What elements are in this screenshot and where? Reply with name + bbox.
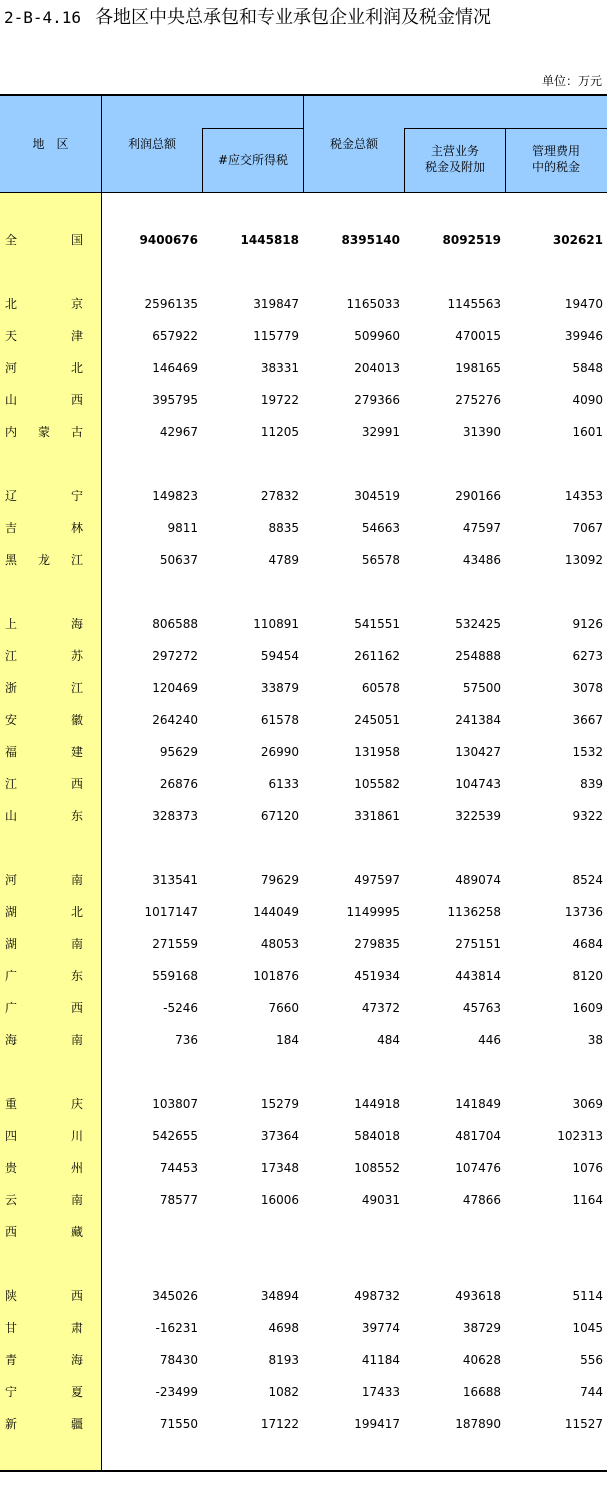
cell-income-tax: 33879 <box>260 681 299 695</box>
cell-profit-total: 74453 <box>159 1161 198 1175</box>
cell-profit-total: 149823 <box>152 489 198 503</box>
cell-tax-total: 32991 <box>361 425 400 439</box>
cell-profit-total: 26876 <box>159 777 198 791</box>
cell-income-tax: 115779 <box>253 329 299 343</box>
cell-income-tax: 15279 <box>260 1097 299 1111</box>
cell-main-business-tax: 45763 <box>462 1001 501 1015</box>
cell-main-business-tax: 130427 <box>455 745 501 759</box>
cell-income-tax: 1082 <box>268 1385 299 1399</box>
cell-profit-total: -23499 <box>155 1385 198 1399</box>
cell-mgmt-fee-tax: 11527 <box>564 1417 603 1431</box>
cell-mgmt-fee-tax: 556 <box>580 1353 603 1367</box>
cell-tax-total: 199417 <box>354 1417 400 1431</box>
table-bottom-border <box>0 1470 607 1472</box>
cell-profit-total: 71550 <box>159 1417 198 1431</box>
cell-income-tax: 17122 <box>260 1417 299 1431</box>
header-main-tax <box>405 143 505 175</box>
cell-profit-total: 120469 <box>152 681 198 695</box>
cell-tax-total: 261162 <box>354 649 400 663</box>
cell-profit-total: 313541 <box>152 873 198 887</box>
region-name: 江苏 <box>5 649 83 663</box>
region-name: 全国 <box>5 233 83 247</box>
cell-income-tax: 17348 <box>260 1161 299 1175</box>
region-name: 天津 <box>5 329 83 343</box>
region-name: 河北 <box>5 361 83 375</box>
table-title: 各地区中央总承包和专业承包企业利润及税金情况 <box>95 7 492 28</box>
cell-profit-total: 806588 <box>152 617 198 631</box>
cell-income-tax: 27832 <box>260 489 299 503</box>
header-mgmt-tax-line2: 中的税金 <box>531 160 580 174</box>
cell-profit-total: 2596135 <box>144 297 198 311</box>
cell-main-business-tax <box>405 1222 501 1242</box>
cell-profit-total: -5246 <box>163 1001 198 1015</box>
region-name: 北京 <box>5 297 83 311</box>
cell-tax-total: 509960 <box>354 329 400 343</box>
header-mgmt-tax-line1: 管理费用 <box>531 144 580 158</box>
region-name: 广东 <box>5 969 83 983</box>
region-name: 湖北 <box>5 905 83 919</box>
cell-mgmt-fee-tax: 4090 <box>572 393 603 407</box>
cell-tax-total: 17433 <box>361 1385 400 1399</box>
cell-income-tax: 4698 <box>268 1321 299 1335</box>
header-sub-divider-left <box>202 128 303 129</box>
cell-mgmt-fee-tax: 744 <box>580 1385 603 1399</box>
cell-income-tax: 184 <box>276 1033 299 1047</box>
region-name: 浙江 <box>5 681 83 695</box>
region-name: 陕西 <box>5 1289 83 1303</box>
cell-profit-total: 264240 <box>152 713 198 727</box>
region-name: 内蒙古 <box>5 425 83 439</box>
region-name: 四川 <box>5 1129 83 1143</box>
cell-profit-total: 271559 <box>152 937 198 951</box>
cell-profit-total: 328373 <box>152 809 198 823</box>
cell-main-business-tax: 322539 <box>455 809 501 823</box>
region-name: 安徽 <box>5 713 83 727</box>
region-name: 江西 <box>5 777 83 791</box>
cell-main-business-tax: 254888 <box>455 649 501 663</box>
cell-mgmt-fee-tax: 38 <box>587 1033 603 1047</box>
cell-mgmt-fee-tax: 8524 <box>572 873 603 887</box>
cell-main-business-tax: 47597 <box>462 521 501 535</box>
region-name: 山西 <box>5 393 83 407</box>
header-main-tax-line1: 主营业务 <box>430 144 479 158</box>
cell-income-tax: 34894 <box>260 1289 299 1303</box>
cell-income-tax: 67120 <box>260 809 299 823</box>
region-name: 云南 <box>5 1193 83 1207</box>
region-name: 宁夏 <box>5 1385 83 1399</box>
cell-main-business-tax: 31390 <box>462 425 501 439</box>
header-mgmt-tax <box>506 143 606 175</box>
cell-mgmt-fee-tax: 3069 <box>572 1097 603 1111</box>
cell-main-business-tax: 104743 <box>455 777 501 791</box>
cell-profit-total: 1017147 <box>144 905 198 919</box>
cell-mgmt-fee-tax: 13092 <box>564 553 603 567</box>
cell-tax-total: 204013 <box>354 361 400 375</box>
header-profit-total: 利润总额 <box>127 137 176 151</box>
region-name: 青海 <box>5 1353 83 1367</box>
unit-label: 单位：万元 <box>541 74 602 88</box>
region-name: 海南 <box>5 1033 83 1047</box>
cell-mgmt-fee-tax: 9126 <box>572 617 603 631</box>
cell-tax-total: 497597 <box>354 873 400 887</box>
cell-profit-total: 42967 <box>159 425 198 439</box>
cell-profit-total: 736 <box>175 1033 198 1047</box>
cell-profit-total: 559168 <box>152 969 198 983</box>
cell-tax-total: 304519 <box>354 489 400 503</box>
cell-main-business-tax: 107476 <box>455 1161 501 1175</box>
cell-mgmt-fee-tax: 13736 <box>564 905 603 919</box>
region-name: 辽宁 <box>5 489 83 503</box>
cell-income-tax: 26990 <box>260 745 299 759</box>
cell-income-tax: 101876 <box>253 969 299 983</box>
cell-main-business-tax: 241384 <box>455 713 501 727</box>
region-name: 上海 <box>5 617 83 631</box>
region-name: 广西 <box>5 1001 83 1015</box>
cell-main-business-tax: 38729 <box>462 1321 501 1335</box>
region-name: 黑龙江 <box>5 553 83 567</box>
cell-mgmt-fee-tax: 8120 <box>572 969 603 983</box>
cell-profit-total: 297272 <box>152 649 198 663</box>
region-name: 新疆 <box>5 1417 83 1431</box>
page-title <box>4 5 491 31</box>
cell-income-tax: 144049 <box>253 905 299 919</box>
cell-mgmt-fee-tax: 1076 <box>572 1161 603 1175</box>
cell-profit-total: 9400676 <box>139 233 198 247</box>
cell-tax-total: 498732 <box>354 1289 400 1303</box>
cell-mgmt-fee-tax: 6273 <box>572 649 603 663</box>
cell-tax-total: 60578 <box>361 681 400 695</box>
cell-tax-total: 49031 <box>361 1193 400 1207</box>
cell-main-business-tax: 141849 <box>455 1097 501 1111</box>
cell-income-tax: 7660 <box>268 1001 299 1015</box>
cell-tax-total: 131958 <box>354 745 400 759</box>
cell-income-tax: 48053 <box>260 937 299 951</box>
cell-tax-total: 279366 <box>354 393 400 407</box>
cell-mgmt-fee-tax: 102313 <box>557 1129 603 1143</box>
cell-mgmt-fee-tax: 5848 <box>572 361 603 375</box>
cell-mgmt-fee-tax: 14353 <box>564 489 603 503</box>
cell-mgmt-fee-tax: 1601 <box>572 425 603 439</box>
cell-mgmt-fee-tax: 1532 <box>572 745 603 759</box>
cell-main-business-tax: 47866 <box>462 1193 501 1207</box>
cell-income-tax: 8193 <box>268 1353 299 1367</box>
cell-mgmt-fee-tax: 19470 <box>564 297 603 311</box>
region-name: 甘肃 <box>5 1321 83 1335</box>
cell-tax-total <box>304 1222 400 1242</box>
cell-tax-total: 584018 <box>354 1129 400 1143</box>
cell-income-tax: 61578 <box>260 713 299 727</box>
cell-main-business-tax: 443814 <box>455 969 501 983</box>
cell-profit-total: 103807 <box>152 1097 198 1111</box>
cell-income-tax: 1445818 <box>240 233 299 247</box>
cell-tax-total: 484 <box>377 1033 400 1047</box>
cell-profit-total: 345026 <box>152 1289 198 1303</box>
header-bottom-border <box>0 192 607 193</box>
cell-tax-total: 47372 <box>361 1001 400 1015</box>
header-region: 地 区 <box>32 137 69 151</box>
cell-mgmt-fee-tax: 1609 <box>572 1001 603 1015</box>
cell-main-business-tax: 489074 <box>455 873 501 887</box>
cell-mgmt-fee-tax: 9322 <box>572 809 603 823</box>
header-income-tax: #应交所得税 <box>217 153 289 167</box>
cell-main-business-tax: 1145563 <box>447 297 501 311</box>
cell-profit-total: 542655 <box>152 1129 198 1143</box>
cell-income-tax: 319847 <box>253 297 299 311</box>
cell-profit-total: 50637 <box>159 553 198 567</box>
cell-mgmt-fee-tax: 1164 <box>572 1193 603 1207</box>
cell-profit-total: 657922 <box>152 329 198 343</box>
region-name: 湖南 <box>5 937 83 951</box>
region-name: 福建 <box>5 745 83 759</box>
cell-main-business-tax: 198165 <box>455 361 501 375</box>
header-main-tax-line2: 税金及附加 <box>424 160 485 174</box>
cell-main-business-tax: 493618 <box>455 1289 501 1303</box>
cell-mgmt-fee-tax: 7067 <box>572 521 603 535</box>
cell-profit-total <box>102 1222 198 1242</box>
cell-profit-total: 78430 <box>159 1353 198 1367</box>
cell-main-business-tax: 1136258 <box>447 905 501 919</box>
cell-income-tax: 79629 <box>260 873 299 887</box>
cell-mgmt-fee-tax <box>507 1222 603 1242</box>
cell-tax-total: 245051 <box>354 713 400 727</box>
cell-main-business-tax: 40628 <box>462 1353 501 1367</box>
cell-income-tax: 4789 <box>268 553 299 567</box>
cell-mgmt-fee-tax: 839 <box>580 777 603 791</box>
region-name: 西藏 <box>5 1225 83 1239</box>
cell-tax-total: 144918 <box>354 1097 400 1111</box>
cell-mgmt-fee-tax: 1045 <box>572 1321 603 1335</box>
cell-tax-total: 108552 <box>354 1161 400 1175</box>
region-name: 重庆 <box>5 1097 83 1111</box>
region-name: 河南 <box>5 873 83 887</box>
cell-income-tax <box>203 1222 299 1242</box>
cell-main-business-tax: 532425 <box>455 617 501 631</box>
cell-main-business-tax: 290166 <box>455 489 501 503</box>
cell-main-business-tax: 187890 <box>455 1417 501 1431</box>
cell-income-tax: 38331 <box>260 361 299 375</box>
cell-tax-total: 8395140 <box>341 233 400 247</box>
header-tax-total: 税金总额 <box>329 137 378 151</box>
table-code: 2-B-4.16 <box>4 8 82 27</box>
cell-main-business-tax: 57500 <box>462 681 501 695</box>
cell-tax-total: 41184 <box>361 1353 400 1367</box>
cell-tax-total: 54663 <box>361 521 400 535</box>
cell-tax-total: 1165033 <box>346 297 400 311</box>
region-column-background <box>0 193 101 1471</box>
cell-main-business-tax: 8092519 <box>442 233 501 247</box>
cell-income-tax: 16006 <box>260 1193 299 1207</box>
cell-main-business-tax: 481704 <box>455 1129 501 1143</box>
cell-main-business-tax: 16688 <box>462 1385 501 1399</box>
cell-main-business-tax: 43486 <box>462 553 501 567</box>
cell-income-tax: 59454 <box>260 649 299 663</box>
region-name: 山东 <box>5 809 83 823</box>
cell-tax-total: 1149995 <box>346 905 400 919</box>
cell-main-business-tax: 275276 <box>455 393 501 407</box>
cell-tax-total: 541551 <box>354 617 400 631</box>
cell-profit-total: 395795 <box>152 393 198 407</box>
cell-main-business-tax: 470015 <box>455 329 501 343</box>
cell-mgmt-fee-tax: 3078 <box>572 681 603 695</box>
region-name: 吉林 <box>5 521 83 535</box>
cell-tax-total: 331861 <box>354 809 400 823</box>
cell-tax-total: 56578 <box>361 553 400 567</box>
cell-income-tax: 6133 <box>268 777 299 791</box>
cell-income-tax: 37364 <box>260 1129 299 1143</box>
cell-main-business-tax: 275151 <box>455 937 501 951</box>
cell-main-business-tax: 446 <box>478 1033 501 1047</box>
cell-profit-total: 95629 <box>159 745 198 759</box>
cell-tax-total: 105582 <box>354 777 400 791</box>
cell-profit-total: 146469 <box>152 361 198 375</box>
cell-income-tax: 8835 <box>268 521 299 535</box>
cell-profit-total: -16231 <box>155 1321 198 1335</box>
cell-income-tax: 11205 <box>260 425 299 439</box>
cell-tax-total: 279835 <box>354 937 400 951</box>
cell-income-tax: 19722 <box>260 393 299 407</box>
cell-profit-total: 9811 <box>167 521 198 535</box>
cell-mgmt-fee-tax: 5114 <box>572 1289 603 1303</box>
cell-mgmt-fee-tax: 4684 <box>572 937 603 951</box>
cell-tax-total: 39774 <box>361 1321 400 1335</box>
cell-tax-total: 451934 <box>354 969 400 983</box>
cell-mgmt-fee-tax: 3667 <box>572 713 603 727</box>
cell-income-tax: 110891 <box>253 617 299 631</box>
cell-profit-total: 78577 <box>159 1193 198 1207</box>
cell-mgmt-fee-tax: 39946 <box>564 329 603 343</box>
region-name: 贵州 <box>5 1161 83 1175</box>
cell-mgmt-fee-tax: 302621 <box>552 233 603 247</box>
